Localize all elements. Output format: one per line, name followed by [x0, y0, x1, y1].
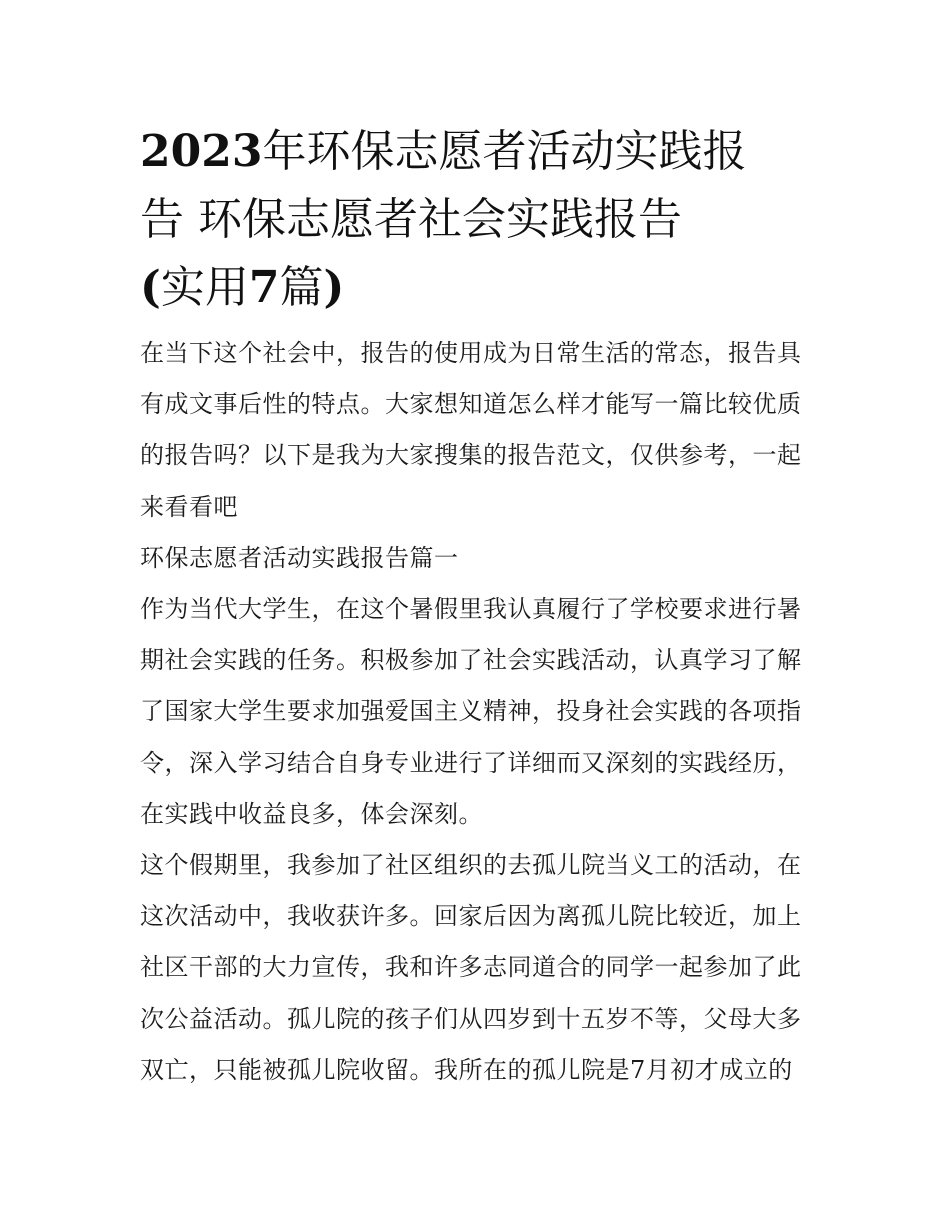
intro-line: 来看看吧: [140, 492, 238, 521]
body-paragraph-1: [140, 584, 812, 840]
section-heading: [140, 533, 812, 584]
intro-line: 有成文事后性的特点。大家想知道怎么样才能写一篇比较优质: [140, 390, 802, 419]
title-line-3-text2: 篇: [279, 262, 324, 313]
title-paren-open: (: [140, 262, 161, 313]
title-count: 7: [248, 262, 280, 313]
intro-paragraph: [140, 328, 812, 533]
document-content: [140, 118, 812, 1096]
title-line-2: 告 环保志愿者社会实践报告: [140, 194, 682, 245]
paragraph-line: 期社会实践的任务。积极参加了社会实践活动，认真学习了解: [140, 646, 802, 675]
intro-line: 的报告吗？以下是我为大家搜集的报告范文，仅供参考，一起: [140, 441, 802, 470]
paragraph-line: 作为当代大学生，在这个暑假里我认真履行了学校要求进行暑: [140, 595, 802, 624]
title-paren-close: ): [323, 262, 345, 313]
paragraph-line: 次公益活动。孤儿院的孩子们从四岁到十五岁不等，父母大多: [140, 1004, 802, 1033]
body-paragraph-2: [140, 840, 812, 1096]
paragraph-line: 这个假期里，我参加了社区组织的去孤儿院当义工的活动，在: [140, 851, 802, 880]
paragraph-line: 令，深入学习结合自身专业进行了详细而又深刻的实践经历，: [140, 748, 802, 777]
paragraph-line: 在实践中收益良多，体会深刻。: [140, 799, 483, 828]
paragraph-line: 双亡，只能被孤儿院收留。我所在的孤儿院是7月初才成立的: [140, 1055, 793, 1084]
paragraph-line: 这次活动中，我收获许多。回家后因为离孤儿院比较近，加上: [140, 902, 802, 931]
title-year: 2023: [140, 126, 263, 177]
intro-line: 在当下这个社会中，报告的使用成为日常生活的常态，报告具: [140, 339, 802, 367]
paragraph-line: 社区干部的大力宣传，我和许多志同道合的同学一起参加了此: [140, 953, 802, 982]
title-line-1: [140, 118, 812, 186]
paragraph-line: 了国家大学生要求加强爱国主义精神，投身社会实践的各项指: [140, 697, 802, 726]
document-title: [140, 118, 812, 322]
title-line-1-text: 年环保志愿者活动实践报: [262, 126, 747, 177]
title-line-3-text: 实用: [160, 262, 249, 313]
title-line-3: [140, 254, 812, 322]
section-heading-text: 环保志愿者活动实践报告篇一: [140, 543, 459, 572]
